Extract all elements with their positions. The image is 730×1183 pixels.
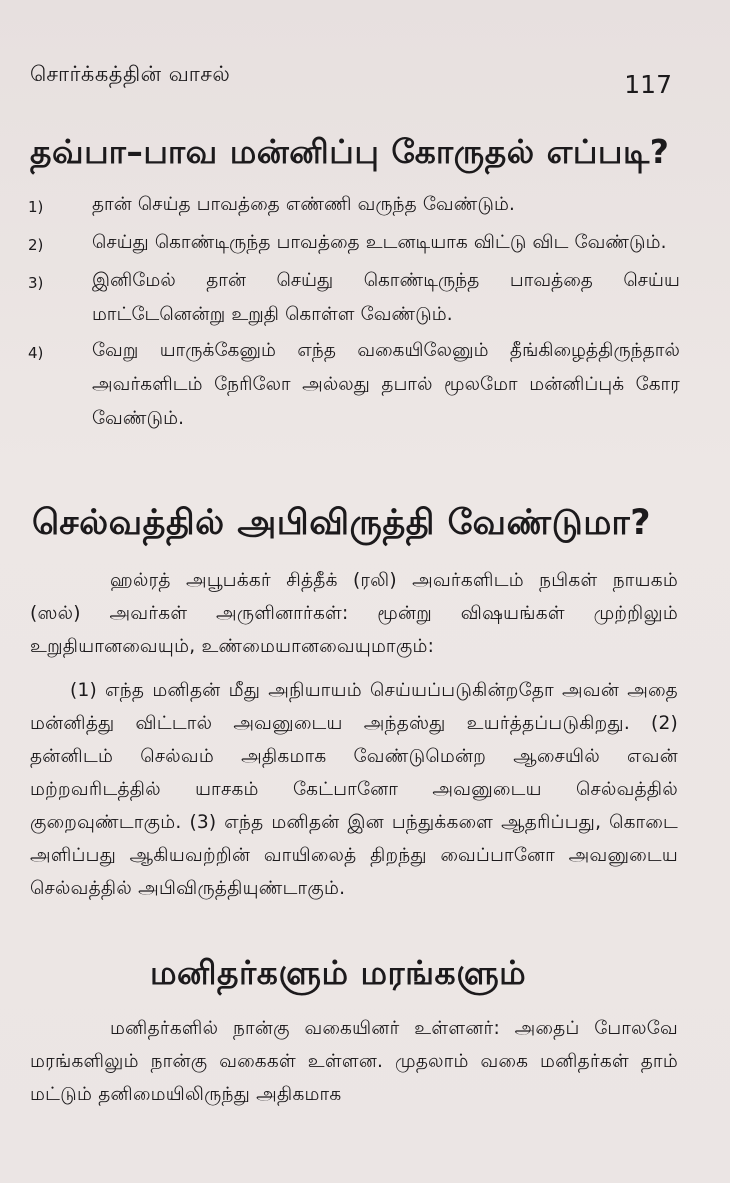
paragraph-humans-trees: மனிதர்களில் நான்கு வகையினர் உள்ளனர்: அதைப் போலவே மரங்களிலும் நான்கு வகைகள் உள்ளன. முதலாம் வகை மனிதர்கள் தாம் மட்டும் தனிமையிலிருந்து அதிகமாக (30, 1018, 678, 1105)
paragraph-hadith-intro: ஹல்ரத் அபூபக்கர் சித்தீக் (ரலி) அவர்களிடம் நபிகள் நாயகம் (ஸல்) அவர்கள் அருளினார்கள்: மூன்று விஷயங்கள் முற்றிலும் உறுதியானவையும், உண்மையானவையுமாகும்: (30, 570, 678, 657)
paragraph-three-matters: (1) எந்த மனிதன் மீது அநியாயம் செய்யப்படுகின்றதோ அவன் அதை மன்னித்து விட்டால் அவனுடைய அந்தஸ்து உயர்த்தப்படுகிறது. (2) தன்னிடம் செல்வம் அதிகமாக வேண்டுமென்ற ஆசையில் எவன் மற்றவரிடத்தில் யாசகம் கேட்பானோ அவனுடைய செல்வத்தில் குறைவுண்டாகும். (3) எந்த மனிதன் இன பந்துக்களை ஆதரிப்பது, கொடை அளிப்பது ஆகியவற்றின் வாயிலைத் திறந்து வைப்பானோ அவனுடைய செல்வத்தில் அபிவிருத்தியுண்டாகும். (30, 680, 678, 899)
running-head: சொர்க்கத்தின் வாசல் (30, 62, 231, 86)
list-item-text: இனிமேல் தான் செய்து கொண்டிருந்த பாவத்தை செய்ய மாட்டேனென்று உறுதி கொள்ள வேண்டும். (92, 270, 680, 325)
list-item (28, 334, 680, 436)
list-item (28, 264, 680, 332)
list-item-number: 1) (28, 198, 44, 216)
list-item (28, 188, 680, 224)
section-heading-humans-trees: மனிதர்களும் மரங்களும் (150, 953, 527, 992)
tawba-steps-list (28, 188, 680, 438)
list-item-number: 3) (28, 274, 44, 292)
list-item-text: செய்து கொண்டிருந்த பாவத்தை உடனடியாக விட்டு விட வேண்டும். (92, 232, 667, 253)
section-heading-tawba: தவ்பா–பாவ மன்னிப்பு கோருதல் எப்படி? (30, 132, 670, 171)
section-heading-wealth: செல்வத்தில் அபிவிருத்தி வேண்டுமா? (32, 503, 651, 543)
list-item-number: 4) (28, 344, 44, 362)
list-item-number: 2) (28, 236, 44, 254)
list-item (28, 226, 680, 262)
page-number: 117 (624, 70, 672, 99)
list-item-text: வேறு யாருக்கேனும் எந்த வகையிலேனும் தீங்கிழைத்திருந்தால் அவர்களிடம் நேரிலோ அல்லது தபால் மூலமோ மன்னிப்புக் கோர வேண்டும். (92, 340, 680, 429)
list-item-text: தான் செய்த பாவத்தை எண்ணி வருந்த வேண்டும். (92, 194, 515, 215)
